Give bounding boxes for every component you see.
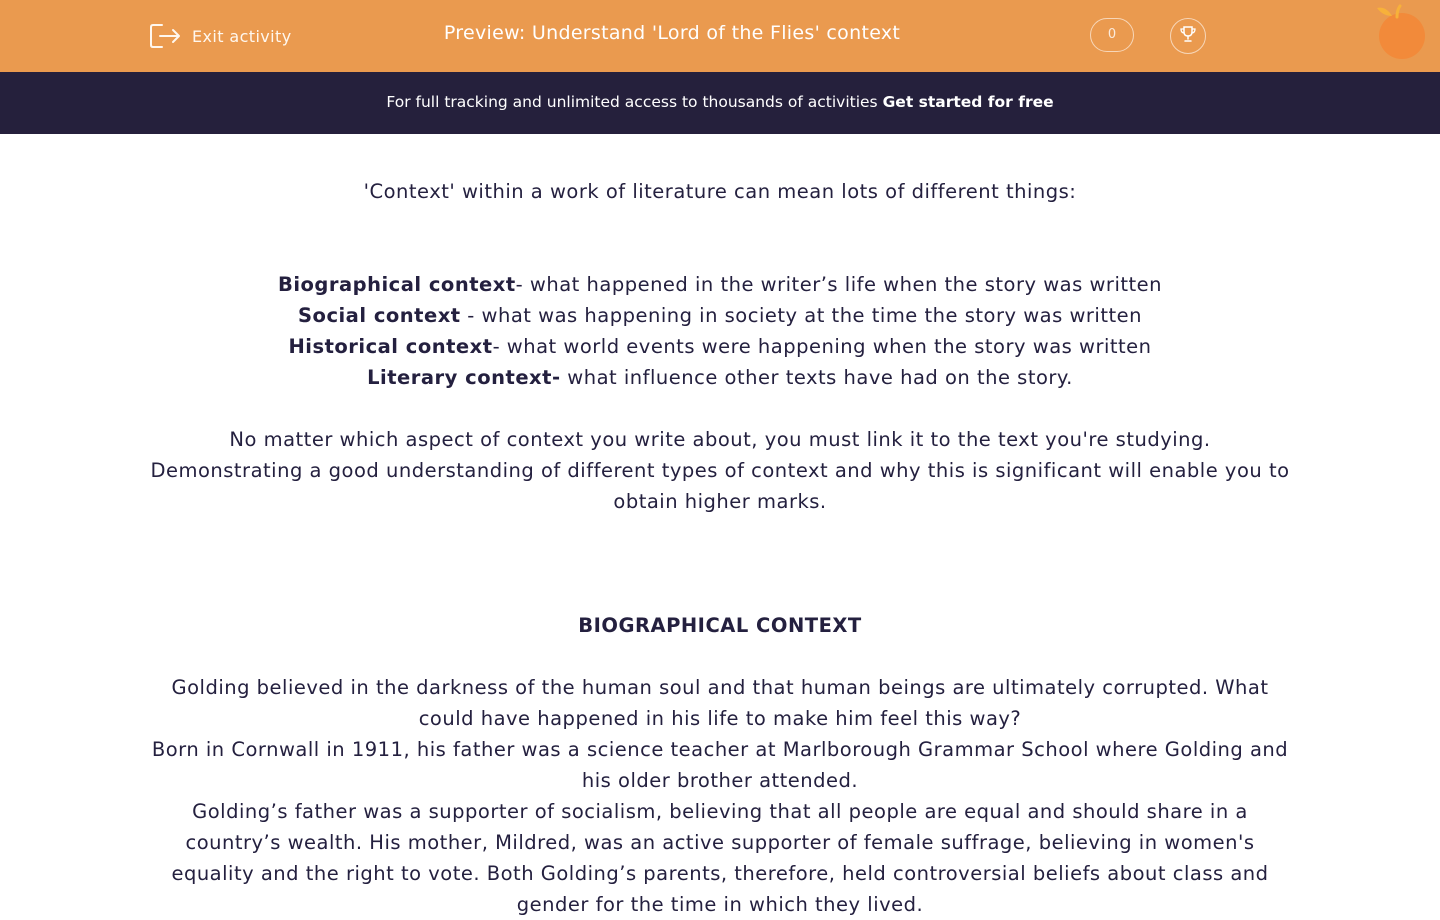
exit-icon (148, 21, 182, 51)
context-description: - what was happening in society at the time the story was written (460, 304, 1142, 327)
context-term: Historical context (288, 335, 493, 358)
context-term: Biographical context (277, 273, 516, 296)
biographical-paragraph-3: Golding’s father was a supporter of socialism, believing that all people are equal and should share in a country’s wealth. His mother, Mildred, was an active supporter of female suffrage, believing in women's equality and the right to vote. Both Golding’s parents, therefore, held controversial beliefs about class and gender for the time in which they lived. (171, 800, 1269, 916)
context-type-historical (150, 331, 1290, 362)
score-badge: 0 (1090, 18, 1134, 52)
context-term: Literary context- (367, 366, 561, 389)
get-started-link[interactable]: Get started for free (882, 93, 1054, 111)
context-description: what influence other texts have had on the story. (560, 366, 1073, 389)
activity-content (150, 176, 1290, 920)
context-type-social (150, 300, 1290, 331)
trophy-button[interactable] (1170, 18, 1206, 54)
biographical-context-heading: BIOGRAPHICAL CONTEXT (578, 614, 862, 637)
exit-activity-label: Exit activity (192, 26, 292, 46)
biographical-paragraph-2: Born in Cornwall in 1911, his father was a science teacher at Marlborough Grammar School where Golding and his older brother attended. (151, 738, 1289, 792)
context-type-literary (150, 362, 1290, 393)
page-title: Preview: Understand 'Lord of the Flies' context (443, 22, 901, 44)
exit-activity-button[interactable] (148, 18, 292, 54)
context-term: Social context (298, 304, 461, 327)
logo-icon (1372, 4, 1428, 62)
intro-text: 'Context' within a work of literature can mean lots of different things: (363, 180, 1077, 203)
banner-text: For full tracking and unlimited access to thousands of activities (386, 93, 878, 111)
context-description: - what happened in the writer’s life when the story was written (515, 273, 1163, 296)
top-bar (0, 0, 1440, 72)
trophy-icon (1178, 24, 1198, 48)
context-type-biographical (150, 269, 1290, 300)
biographical-paragraph-1: Golding believed in the darkness of the human soul and that human beings are ultimately corrupted. What could have happened in his life to make him feel this way? (171, 676, 1269, 730)
context-description: - what world events were happening when the story was written (492, 335, 1152, 358)
signup-banner (0, 72, 1440, 134)
context-guidance-paragraph: No matter which aspect of context you write about, you must link it to the text you're studying. Demonstrating a good understanding of different types of context and why this is significant will enable you to obtain higher marks. (150, 428, 1290, 513)
